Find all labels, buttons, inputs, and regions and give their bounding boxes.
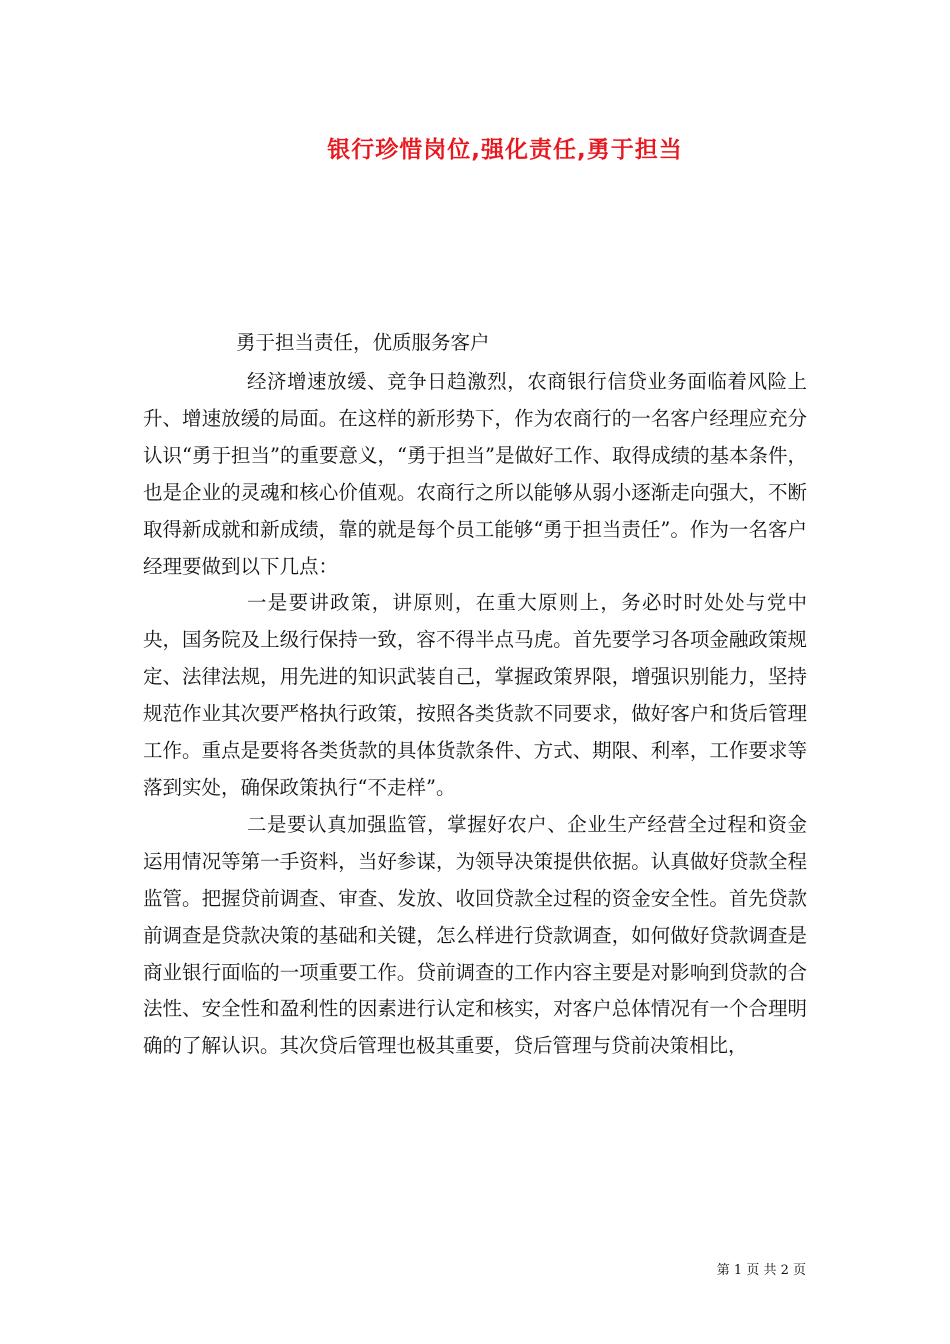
paragraph-1: 经济增速放缓、竞争日趋激烈，农商银行信贷业务面临着风险上升、增速放缓的局面。在这样的新形势下，作为农商行的一名客户经理应充分认识“勇于担当”的重要意义，“勇于担当”是做好工作、取得成绩的基本条件，也是企业的灵魂和核心价值观。农商行之所以能够从弱小逐渐走向强大，不断取得新成就和新成绩，靠的就是每个员工能够“勇于担当责任”。作为一名客户经理要做到以下几点： <box>143 370 807 578</box>
paragraph-2: 一是要讲政策，讲原则，在重大原则上，务必时时处处与党中央，国务院及上级行保持一致，容不得半点马虎。首先要学习各项金融政策规定、法律法规，用先进的知识武装自己，掌握政策界限，增强识别能力，坚持规范作业其次要严格执行政策，按照各类货款不同要求，做好客户和货后管理工作。重点是要将各类货款的具体货款条件、方式、期限、利率，工作要求等落到实处，确保政策执行“不走样”。 <box>143 591 807 799</box>
paragraph-3: 二是要认真加强监管，掌握好农户、企业生产经营全过程和资金运用情况等第一手资料，当好参谋，为领导决策提供依据。认真做好贷款全程监管。把握贷前调查、审查、发放、收回贷款全过程的资金安全性。首先贷款前调查是贷款决策的基础和关键，怎么样进行贷款调查，如何做好贷款调查是商业银行面临的一项重要工作。贷前调查的工作内容主要是对影响到贷款的合法性、安全性和盈利性的因素进行认定和核实，对客户总体情况有一个合理明确的了解认识。其次贷后管理也极其重要，贷后管理与贷前决策相比， <box>143 812 807 1058</box>
page-number: 第 1 页 共 2 页 <box>716 1263 806 1278</box>
document-body <box>143 364 807 1065</box>
document-title: 银行珍惜岗位,强化责任,勇于担当 <box>327 137 683 163</box>
document-subtitle: 勇于担当责任，优质服务客户 <box>236 331 490 354</box>
